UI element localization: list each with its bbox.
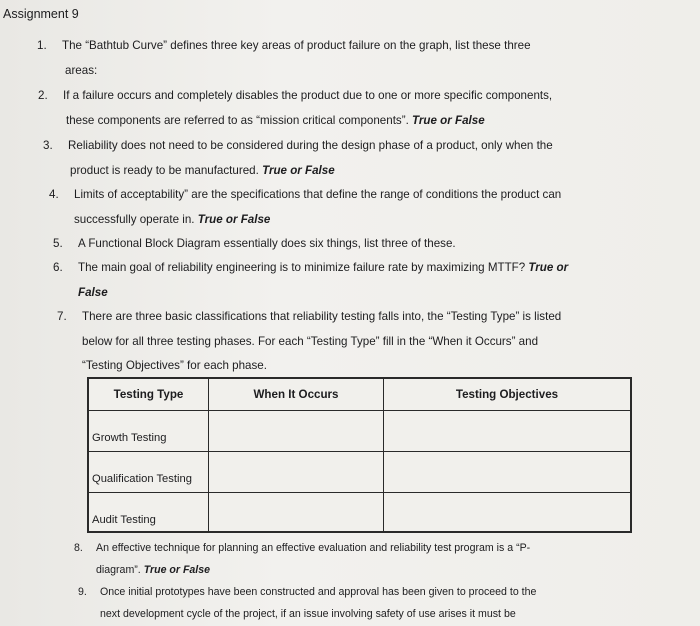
table-header-cell: [89, 379, 209, 410]
question-7: [57, 305, 562, 379]
table-cell: [89, 452, 209, 492]
question-text: The “Bathtub Curve” defines three key areas of product failure on the graph, list these three: [62, 39, 531, 52]
question-text: Once initial prototypes have been constructed and approval has been given to proceed to the: [100, 586, 537, 598]
question-text: next development cycle of the project, if an issue involving safety of use arises it must be: [100, 608, 516, 620]
question-text: diagram”.: [96, 564, 141, 576]
question-number: 5.: [53, 237, 63, 250]
question-text: A Functional Block Diagram essentially does six things, list three of these.: [78, 237, 456, 250]
answer-cell-when[interactable]: [209, 411, 384, 451]
assignment-title: Assignment 9: [3, 7, 79, 21]
question-number: 3.: [43, 139, 53, 152]
testing-type-label: Qualification Testing: [92, 473, 192, 485]
question-text: below for all three testing phases. For each “Testing Type” fill in the “When it Occurs” and: [82, 334, 539, 348]
answer-cell-objectives[interactable]: [384, 411, 630, 451]
table-row: [89, 411, 630, 452]
question-number: 9.: [78, 586, 87, 598]
table-cell: [89, 493, 209, 533]
question-text: Limits of acceptability” are the specifications that define the range of conditions the product can: [74, 188, 562, 201]
table-cell: [89, 411, 209, 451]
question-number: 4.: [49, 188, 59, 201]
true-false-label: True or False: [143, 564, 211, 576]
question-number: 2.: [38, 89, 48, 102]
question-number: 6.: [53, 261, 63, 274]
answer-cell-objectives[interactable]: [384, 452, 630, 492]
table-header-cell: [209, 379, 384, 410]
header-when-it-occurs: When It Occurs: [253, 388, 339, 401]
question-5: [53, 232, 456, 257]
question-2: [38, 84, 553, 133]
question-number: 7.: [57, 310, 67, 323]
question-1: [37, 34, 531, 83]
table-header-cell: [384, 379, 630, 410]
question-text: If a failure occurs and completely disables the product due to one or more specific components,: [63, 89, 553, 102]
question-text: product is ready to be manufactured.: [70, 163, 259, 177]
question-4: [49, 183, 562, 232]
table-row: [89, 493, 630, 533]
question-9: [78, 581, 537, 625]
table-header-row: [89, 379, 630, 411]
true-false-label: False: [78, 285, 108, 299]
question-text: successfully operate in.: [74, 212, 195, 226]
question-number: 8.: [74, 542, 83, 554]
table-row: [89, 452, 630, 493]
true-false-label: True or False: [197, 212, 271, 226]
question-number: 1.: [37, 39, 47, 52]
testing-type-label: Audit Testing: [92, 514, 156, 526]
answer-cell-when[interactable]: [209, 493, 384, 533]
question-text: areas:: [65, 63, 98, 77]
question-text: Reliability does not need to be considered during the design phase of a product, only when the: [68, 139, 553, 152]
question-6: [53, 256, 569, 305]
question-8: [74, 537, 531, 581]
question-text: The main goal of reliability engineering is to minimize failure rate by maximizing MTTF?: [78, 261, 526, 274]
question-3: [43, 134, 553, 183]
question-text: An effective technique for planning an effective evaluation and reliability test program is a “P-: [96, 542, 531, 554]
true-false-label: True or False: [412, 113, 485, 127]
question-text: these components are referred to as “mission critical components”.: [66, 113, 409, 127]
true-false-label: True or: [528, 261, 569, 274]
header-testing-type: Testing Type: [113, 388, 184, 401]
answer-cell-when[interactable]: [209, 452, 384, 492]
answer-cell-objectives[interactable]: [384, 493, 630, 533]
question-text: “Testing Objectives” for each phase.: [82, 359, 267, 372]
header-testing-objectives: Testing Objectives: [455, 388, 559, 401]
testing-table: [87, 377, 632, 533]
testing-type-label: Growth Testing: [92, 432, 167, 444]
question-text: There are three basic classifications that reliability testing falls into, the “Testing Type” is listed: [82, 310, 562, 323]
true-false-label: True or False: [262, 163, 335, 177]
